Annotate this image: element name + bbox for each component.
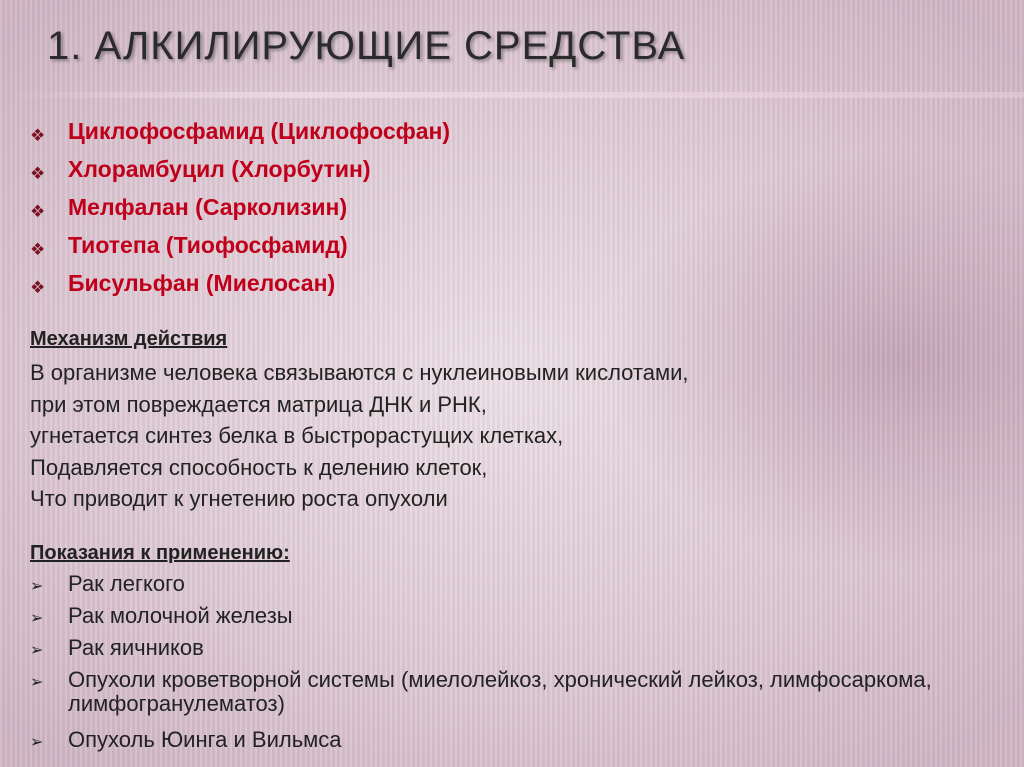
indication-text: Рак легкого	[68, 571, 185, 596]
list-item	[30, 728, 1024, 760]
mechanism-line: при этом повреждается матрица ДНК и РНК,	[30, 391, 487, 417]
mechanism-line: Что приводит к угнетению роста опухоли	[30, 486, 448, 511]
indication-text: Опухоли кроветворной системы (миелолейкоз, хронический лейкоз, лимфосаркома, лимфогранулематоз)	[68, 667, 932, 716]
indication-text: Опухоль Юинга и Вильмса	[68, 727, 342, 752]
diamond-cluster-icon: ❖	[30, 278, 46, 297]
diamond-cluster-icon: ❖	[30, 126, 46, 145]
mechanism-line: В организме человека связываются с нуклеиновыми кислотами,	[30, 360, 689, 385]
indications-heading: Показания к применению:	[30, 542, 290, 564]
list-item	[30, 636, 1024, 668]
drug-name: Хлорамбуцил (Хлорбутин)	[68, 156, 371, 182]
arrowhead-icon: ➢	[30, 674, 44, 691]
indication-text: Рак яичников	[68, 635, 204, 660]
list-item	[30, 668, 1024, 728]
arrowhead-icon: ➢	[30, 642, 44, 659]
drug-name: Мелфалан (Сарколизин)	[68, 194, 348, 220]
drug-name: Тиотепа (Тиофосфамид)	[68, 232, 348, 258]
indication-text: Рак молочной железы	[68, 603, 293, 628]
arrowhead-icon: ➢	[30, 610, 44, 627]
mechanism-line: угнетается синтез белка в быстрорастущих клетках,	[30, 423, 564, 448]
list-item	[30, 604, 1024, 636]
drug-name: Циклофосфамид (Циклофосфан)	[68, 118, 451, 144]
diamond-cluster-icon: ❖	[30, 240, 46, 259]
drug-name: Бисульфан (Миелосан)	[68, 270, 336, 296]
arrowhead-icon: ➢	[30, 734, 44, 751]
slide-title: 1. АЛКИЛИРУЮЩИЕ СРЕДСТВА	[47, 24, 686, 68]
diamond-cluster-icon: ❖	[30, 202, 46, 221]
mechanism-text	[30, 360, 689, 518]
mechanism-heading: Механизм действия	[30, 328, 228, 350]
indications-list	[30, 572, 1024, 760]
arrowhead-icon: ➢	[30, 578, 44, 595]
list-item	[30, 572, 1024, 604]
diamond-cluster-icon: ❖	[30, 164, 46, 183]
mechanism-line: Подавляется способность к делению клеток,	[30, 454, 488, 480]
header-stripe	[0, 92, 1024, 98]
